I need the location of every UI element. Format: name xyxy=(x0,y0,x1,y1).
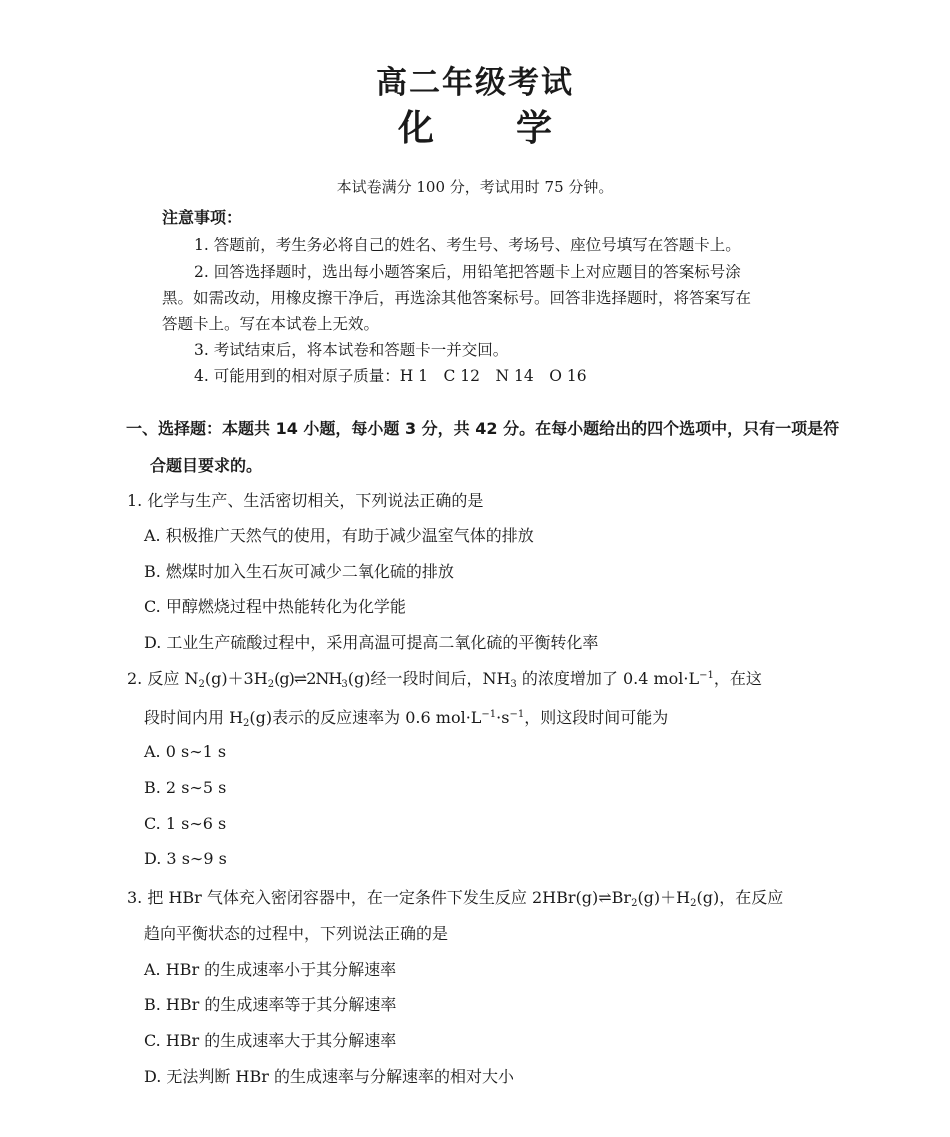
question-1-option-b: B. 燃煤时加入生石灰可减少二氧化硫的排放 xyxy=(144,562,454,581)
subject-title xyxy=(0,100,950,151)
section-1-heading-line-2: 合题目要求的。 xyxy=(150,456,263,475)
exam-info: 本试卷满分 100 分，考试用时 75 分钟。 xyxy=(336,178,614,196)
subject-char-1: 化 xyxy=(397,108,434,149)
q3-subscript: 2 xyxy=(690,898,697,909)
q2-subscript: 3 xyxy=(341,679,348,690)
question-2-option-d: D. 3 s∼9 s xyxy=(144,849,227,868)
q2-superscript: −1 xyxy=(509,709,525,720)
notice-item-3: 3. 考试结束后，将本试卷和答题卡一并交回。 xyxy=(194,341,509,359)
question-2-option-b: B. 2 s∼5 s xyxy=(144,778,227,797)
question-3-stem-line-2: 趋向平衡状态的过程中，下列说法正确的是 xyxy=(144,924,449,943)
q2-text: (g)表示的反应速率为 0.6 mol·L xyxy=(249,708,482,727)
question-3-option-a: A. HBr 的生成速率小于其分解速率 xyxy=(144,960,397,979)
q3-text: 3. 把 HBr 气体充入密闭容器中，在一定条件下发生反应 2HBr(g)⇌Br xyxy=(127,888,632,907)
question-3-stem-line-1 xyxy=(127,885,783,909)
notice-item-2-line-2: 黑。如需改动，用橡皮擦干净后，再选涂其他答案标号。回答非选择题时，将答案写在 xyxy=(162,289,752,307)
question-1-option-a: A. 积极推广天然气的使用，有助于减少温室气体的排放 xyxy=(144,526,534,545)
q2-text: 的浓度增加了 0.4 mol·L xyxy=(516,669,700,688)
q2-text: ，在这 xyxy=(713,669,762,688)
q2-subscript: 2 xyxy=(198,679,205,690)
q2-text: ·s xyxy=(496,708,510,727)
question-2-option-c: C. 1 s∼6 s xyxy=(144,814,227,833)
question-1-option-d: D. 工业生产硫酸过程中，采用高温可提高二氧化硫的平衡转化率 xyxy=(144,633,599,652)
q3-text: (g)，在反应 xyxy=(696,888,784,907)
question-2-option-a: A. 0 s∼1 s xyxy=(144,742,227,761)
q2-superscript: −1 xyxy=(481,709,497,720)
q2-text: ，则这段时间可能为 xyxy=(524,708,669,727)
notice-item-2-line-1: 2. 回答选择题时，选出每小题答案后，用铅笔把答题卡上对应题目的答案标号涂 xyxy=(194,263,741,281)
question-3-option-b: B. HBr 的生成速率等于其分解速率 xyxy=(144,995,397,1014)
question-1-option-c: C. 甲醇燃烧过程中热能转化为化学能 xyxy=(144,597,406,616)
q2-text: (g)经一段时间后，NH xyxy=(347,669,511,688)
exam-title: 高二年级考试 xyxy=(376,65,574,101)
q2-superscript: −1 xyxy=(699,670,714,681)
question-3-option-d: D. 无法判断 HBr 的生成速率与分解速率的相对大小 xyxy=(144,1067,514,1086)
notice-heading: 注意事项： xyxy=(162,208,243,227)
q2-text: 2. 反应 N xyxy=(127,669,199,688)
question-3-option-c: C. HBr 的生成速率大于其分解速率 xyxy=(144,1031,397,1050)
q2-subscript: 3 xyxy=(510,679,517,690)
q2-text: 段时间内用 H xyxy=(144,708,244,727)
question-1-stem: 1. 化学与生产、生活密切相关，下列说法正确的是 xyxy=(127,491,484,510)
notice-item-2-line-3: 答题卡上。写在本试卷上无效。 xyxy=(162,315,380,333)
question-2-stem-line-2 xyxy=(144,705,668,729)
q2-text: (g)⇌2NH xyxy=(274,669,342,688)
q3-text: (g)＋H xyxy=(637,888,691,907)
section-1-heading-line-1: 一、选择题：本题共 14 小题，每小题 3 分，共 42 分。在每小题给出的四个选项中，只有一项是符 xyxy=(126,419,840,438)
notice-item-1: 1. 答题前，考生务必将自己的姓名、考生号、考场号、座位号填写在答题卡上。 xyxy=(194,236,741,254)
q2-text: (g)＋3H xyxy=(204,669,268,688)
notice-item-4: 4. 可能用到的相对原子质量：H 1 C 12 N 14 O 16 xyxy=(194,367,587,385)
q2-subscript: 2 xyxy=(243,718,250,729)
subject-char-2: 学 xyxy=(516,108,553,149)
q2-subscript: 2 xyxy=(267,679,275,690)
q3-subscript: 2 xyxy=(631,898,638,909)
question-2-stem-line-1 xyxy=(127,666,762,690)
